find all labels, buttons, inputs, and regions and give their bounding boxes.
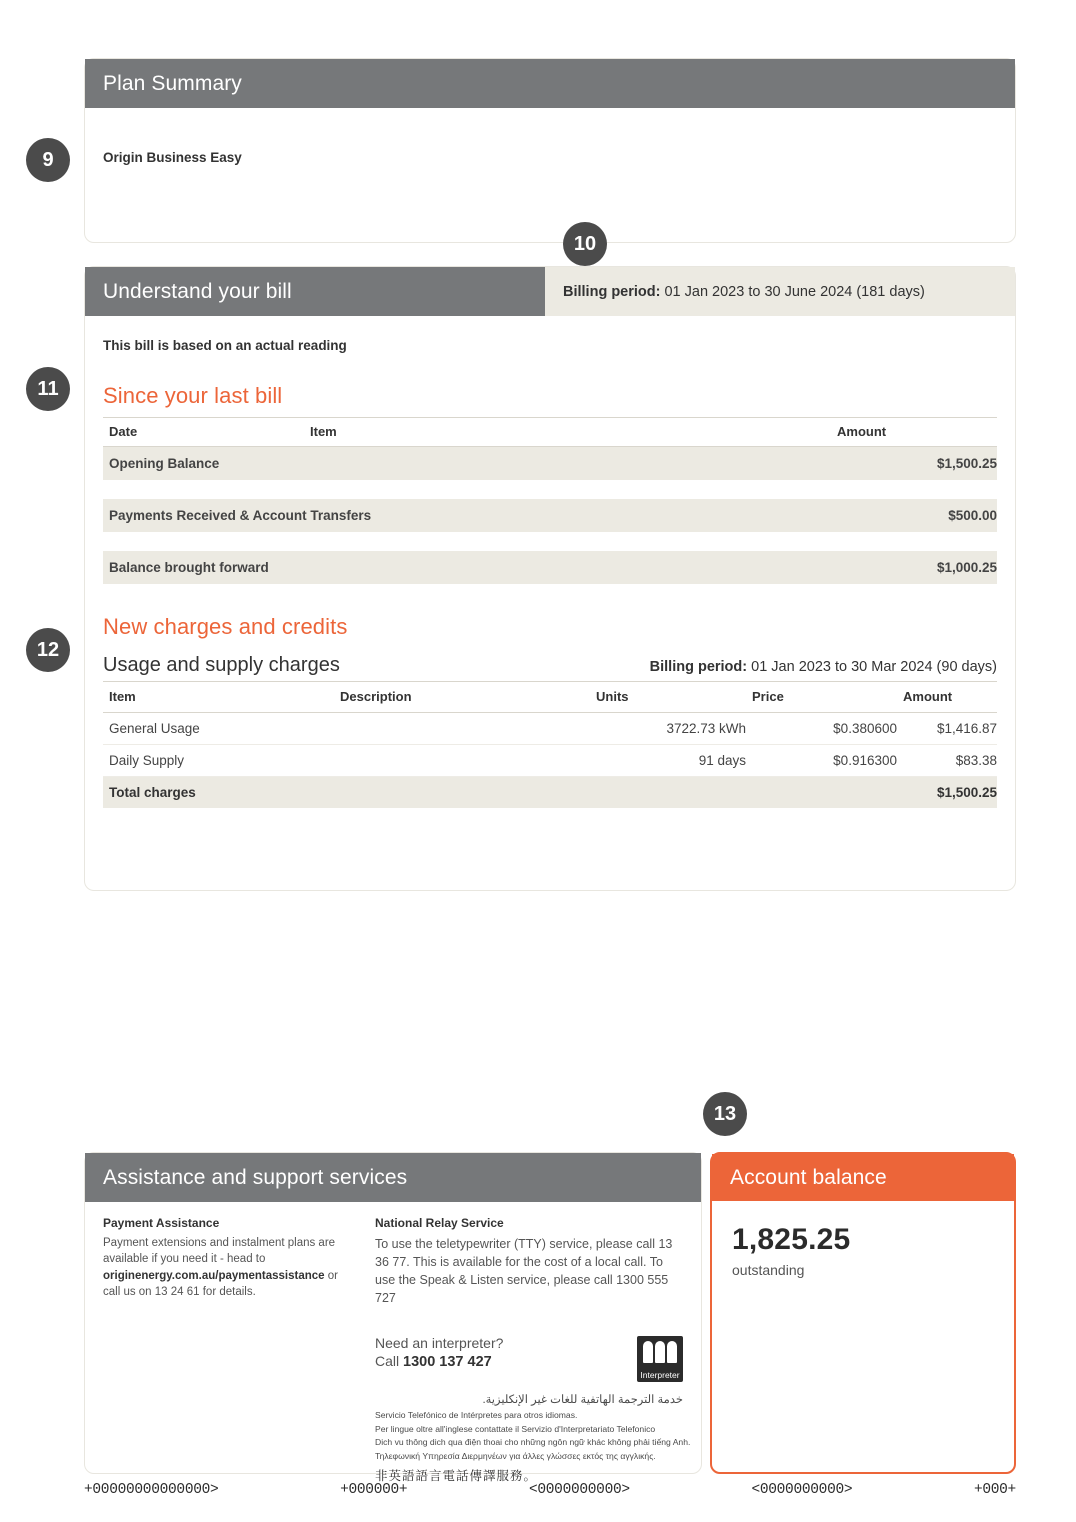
understand-your-bill-header: Understand your bill <box>85 267 545 316</box>
row-item: Balance brought forward <box>103 551 831 584</box>
assistance-support-header: Assistance and support services <box>85 1153 701 1202</box>
interpreter-row <box>375 1334 683 1382</box>
total-charges-row <box>103 777 997 809</box>
national-relay-service-body: To use the teletypewriter (TTY) service, please call 13 36 77. This is available for the cost of a local call. To use the Speak & Listen service, please call 1300 555 727 <box>375 1237 673 1306</box>
row-amount: $1,416.87 <box>897 713 997 745</box>
interpreter-call-line <box>375 1352 631 1372</box>
plan-summary-header: Plan Summary <box>85 59 1015 108</box>
row-item: General Usage <box>103 713 334 745</box>
interpreter-icon-label: Interpreter <box>640 1369 680 1380</box>
total-charges-label: Total charges <box>103 777 334 809</box>
row-description <box>334 713 590 745</box>
usage-billing-period <box>650 659 997 675</box>
ocr-segment-2: +000000+ <box>340 1482 408 1498</box>
annotation-badge-9 <box>26 138 70 182</box>
table-header-row <box>103 682 997 713</box>
payment-assistance-title: Payment Assistance <box>103 1216 220 1231</box>
row-description <box>334 745 590 777</box>
understand-your-bill-card <box>84 266 1016 891</box>
table-row <box>103 713 997 745</box>
account-balance-amount: 1,825.25 <box>732 1223 851 1257</box>
interpreter-people-glyph <box>637 1341 683 1365</box>
ocr-segment-4: <0000000000> <box>751 1482 853 1498</box>
payment-assistance-link[interactable]: originenergy.com.au/paymentassistance <box>103 1269 325 1282</box>
annotation-badge-13-label: 13 <box>713 1102 737 1125</box>
relay-interpreter-column <box>367 1216 697 1484</box>
row-amount: $500.00 <box>831 499 997 532</box>
col-units: Units <box>590 682 746 713</box>
interpreter-lead: Need an interpreter? <box>375 1334 504 1351</box>
row-price: $0.916300 <box>746 745 897 777</box>
usage-supply-subhead-row <box>103 654 997 677</box>
col-amount: Amount <box>897 682 997 713</box>
col-amount: Amount <box>831 418 997 447</box>
plan-summary-body <box>85 108 1015 165</box>
language-line-arabic: خدمة الترجمة الهاتفية للغات غير الإنكليزية. <box>482 1393 683 1406</box>
annotation-badge-12 <box>26 628 70 672</box>
billing-period-label: Billing period: <box>563 283 661 300</box>
payment-assistance-line4: call us on 13 24 61 for details. <box>103 1286 256 1299</box>
usage-supply-charges-title: Usage and supply charges <box>103 654 340 677</box>
annotation-badge-11-label: 11 <box>37 377 59 400</box>
interpreter-languages <box>375 1392 691 1485</box>
usage-billing-period-value: 01 Jan 2023 to 30 Mar 2024 (90 days) <box>751 659 997 676</box>
since-your-last-bill-title: Since your last bill <box>103 383 283 409</box>
col-item: Item <box>304 418 831 447</box>
ocr-segment-5: +000+ <box>973 1482 1016 1498</box>
row-item: Daily Supply <box>103 745 334 777</box>
table-row <box>103 499 997 532</box>
table-row <box>103 745 997 777</box>
payment-assistance-body <box>103 1235 357 1300</box>
table-row-spacer <box>103 532 997 551</box>
row-item: Opening Balance <box>103 447 831 481</box>
assistance-columns <box>85 1202 701 1484</box>
language-line-chinese: 非英語語言電話傳譯服務。 <box>375 1469 538 1484</box>
row-amount: $1,000.25 <box>831 551 997 584</box>
ocr-segment-3: <0000000000> <box>528 1482 630 1498</box>
row-item: Payments Received & Account Transfers <box>103 499 831 532</box>
row-units: 3722.73 kWh <box>590 713 746 745</box>
table-header-row <box>103 418 997 447</box>
col-description: Description <box>334 682 590 713</box>
annotation-badge-9-label: 9 <box>42 148 54 171</box>
account-balance-header: Account balance <box>712 1154 1014 1201</box>
row-amount: $1,500.25 <box>831 447 997 481</box>
actual-reading-note: This bill is based on an actual reading <box>103 338 347 354</box>
language-line-spanish: Servicio Telefónico de Intérpretes para otros idiomas. <box>375 1409 578 1420</box>
interpreter-phone-number: 1300 137 427 <box>403 1353 492 1370</box>
usage-billing-period-label: Billing period: <box>649 659 748 676</box>
interpreter-call-label: Call <box>375 1352 404 1369</box>
interpreter-icon <box>637 1336 683 1382</box>
table-row-spacer <box>103 480 997 499</box>
national-relay-service-title: National Relay Service <box>375 1216 504 1231</box>
payment-assistance-or: or <box>324 1269 338 1282</box>
row-amount: $83.38 <box>897 745 997 777</box>
row-price: $0.380600 <box>746 713 897 745</box>
account-balance-body <box>712 1201 1014 1278</box>
annotation-badge-10-label: 10 <box>573 232 597 255</box>
billing-period-value: 01 Jan 2023 to 30 June 2024 (181 days) <box>664 283 925 300</box>
row-units: 91 days <box>590 745 746 777</box>
account-balance-status: outstanding <box>732 1262 805 1279</box>
understand-header-row <box>85 267 1015 316</box>
interpreter-text <box>375 1334 631 1372</box>
col-item: Item <box>103 682 334 713</box>
plan-summary-card <box>84 58 1016 243</box>
total-charges-amount: $1,500.25 <box>897 777 997 809</box>
annotation-badge-12-label: 12 <box>36 638 60 661</box>
annotation-badge-13 <box>703 1092 747 1136</box>
account-balance-card <box>710 1152 1016 1474</box>
payment-assistance-line1: Payment extensions and instalment plans are <box>103 1237 336 1250</box>
assistance-support-card <box>84 1152 702 1484</box>
language-line-greek: Τηλεφωνική Υπηρεσία Διερμηνέων για άλλες γλώσσες εκτός της αγγλικής. <box>375 1451 656 1462</box>
language-line-vietnamese: Dich vu thông dich qua điện thoai cho những ngôn ngữ khác không phải tiếng Anh. <box>375 1437 691 1448</box>
annotation-badge-10 <box>563 222 607 266</box>
annotation-badge-11 <box>26 367 70 411</box>
payment-assistance-column <box>85 1216 367 1484</box>
billing-period-strip <box>545 267 1015 316</box>
table-row <box>103 551 997 584</box>
since-last-bill-table <box>103 417 997 584</box>
table-row <box>103 447 997 481</box>
col-date: Date <box>103 418 304 447</box>
language-line-italian: Per lingue oltre all'inglese contattate il Servizio d'Interpretariato Telefonico <box>375 1423 656 1434</box>
plan-name: Origin Business Easy <box>103 150 242 166</box>
ocr-segment-1: +00000000000000> <box>84 1482 219 1498</box>
ocr-footer-line <box>84 1482 1016 1498</box>
understand-body <box>85 316 1015 808</box>
col-price: Price <box>746 682 897 713</box>
usage-supply-charges-table <box>103 681 997 808</box>
new-charges-title: New charges and credits <box>103 614 348 640</box>
payment-assistance-line2: available if you need it - head to <box>103 1253 266 1266</box>
